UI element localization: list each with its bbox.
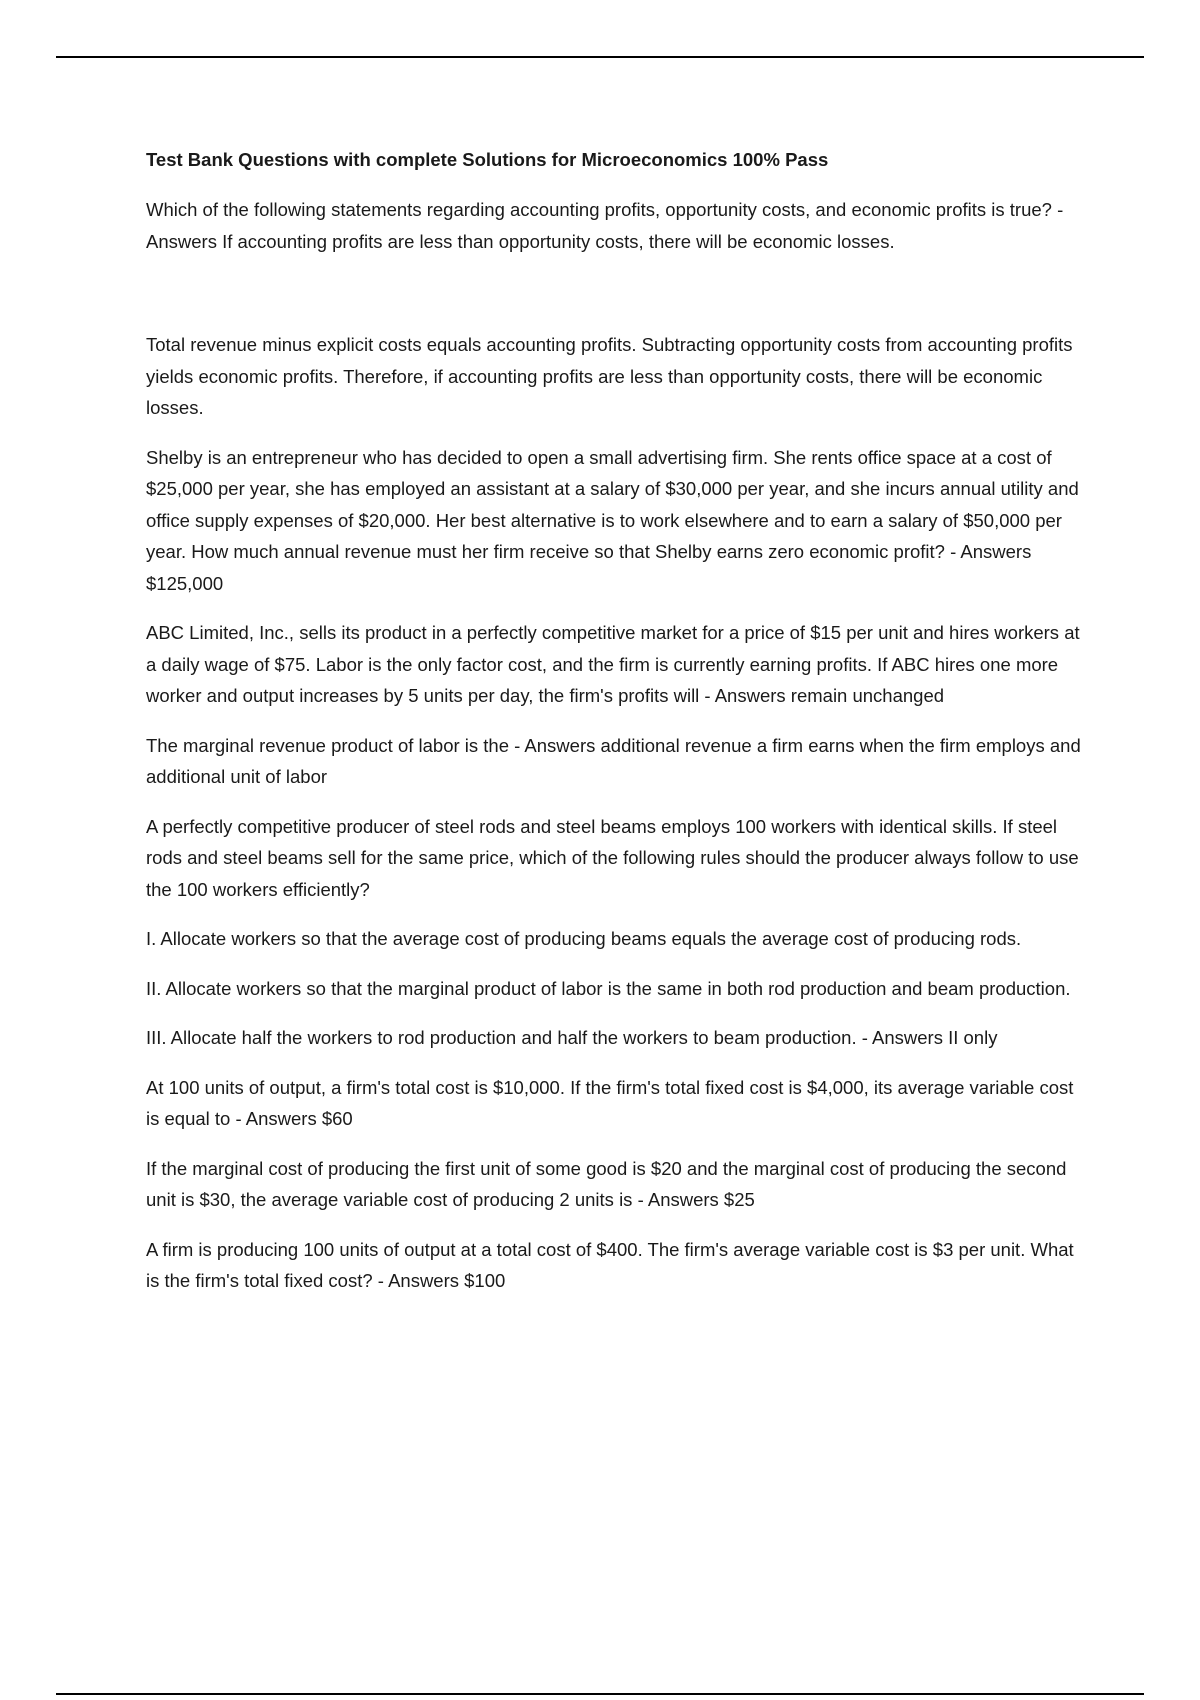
document-title: Test Bank Questions with complete Solutions for Microeconomics 100% Pass — [146, 149, 829, 170]
explanation-paragraph: Total revenue minus explicit costs equals accounting profits. Subtracting opportunity costs from accounting profits yields economic profits. Therefore, if accounting profits are less than opportunity costs, there will be economic losses. — [146, 334, 1073, 418]
option-paragraph-iii: III. Allocate half the workers to rod production and half the workers to beam production. - Answers II only — [146, 1027, 998, 1048]
qa-paragraph-3: ABC Limited, Inc., sells its product in a perfectly competitive market for a price of $15 per unit and hires workers at a daily wage of $75. Labor is the only factor cost, and the firm is currently earning profits. If ABC hires one more worker and output increases by 5 units per day, the firm's profits will - Answers remain unchanged — [146, 622, 1080, 706]
option-paragraph-ii: II. Allocate workers so that the marginal product of labor is the same in both rod production and beam production. — [146, 977, 1071, 999]
header-rule — [56, 56, 1144, 58]
qa-paragraph-7: If the marginal cost of producing the first unit of some good is $20 and the marginal cost of producing the second unit is $30, the average variable cost of producing 2 units is - Answers $25 — [146, 1157, 1067, 1210]
footer-rule — [56, 1693, 1144, 1695]
qa-paragraph-4: The marginal revenue product of labor is the - Answers additional revenue a firm earns when the firm employs and additional unit of labor — [146, 734, 1081, 787]
qa-paragraph-8: A firm is producing 100 units of output at a total cost of $400. The firm's average variable cost is $3 per unit. What is the firm's total fixed cost? - Answers $100 — [146, 1238, 1074, 1291]
document-body — [146, 146, 1091, 1315]
qa-paragraph-1: Which of the following statements regarding accounting profits, opportunity costs, and economic profits is true? - Answers If accounting profits are less than opportunity costs, there will be economic losses. — [146, 199, 1064, 252]
question-paragraph-5: A perfectly competitive producer of steel rods and steel beams employs 100 workers with identical skills. If steel rods and steel beams sell for the same price, which of the following rules should the producer always follow to use the 100 workers efficiently? — [146, 815, 1079, 900]
option-paragraph-i: I. Allocate workers so that the average cost of producing beams equals the average cost of producing rods. — [146, 928, 1022, 949]
qa-paragraph-2: Shelby is an entrepreneur who has decided to open a small advertising firm. She rents office space at a cost of $25,000 per year, she has employed an assistant at a salary of $30,000 per year, and she incurs annual utility and office supply expenses of $20,000. Her best alternative is to work elsewhere and to earn a salary of $50,000 per year. How much annual revenue must her firm receive so that Shelby earns zero economic profit? - Answers $125,000 — [146, 446, 1079, 594]
qa-paragraph-6: At 100 units of output, a firm's total cost is $10,000. If the firm's total fixed cost is $4,000, its average variable cost is equal to - Answers $60 — [146, 1076, 1074, 1129]
